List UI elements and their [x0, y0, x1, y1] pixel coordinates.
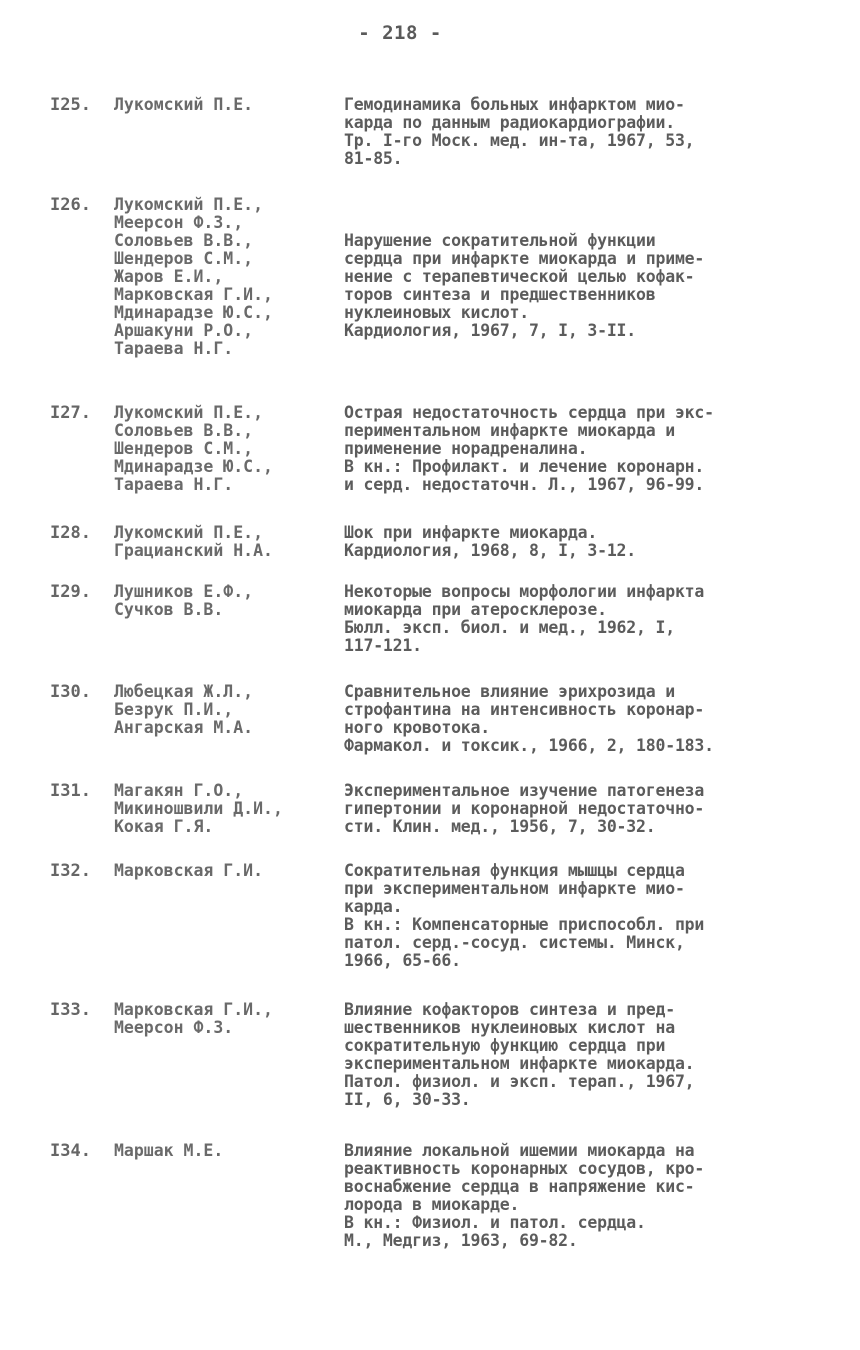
citation-line: Патол. физиол. и эксп. терап., 1967, [344, 1072, 695, 1091]
author-name: Соловьев В.В., [114, 421, 254, 440]
entry-citation [344, 782, 814, 836]
author-name: Лукомский П.Е., [114, 523, 264, 542]
entry-authors [114, 1001, 334, 1037]
entry-citation [344, 683, 814, 755]
citation-line: ного кровотока. [344, 718, 491, 737]
author-name: Лушников Е.Ф., [114, 582, 254, 601]
citation-line: Бюлл. эксп. биол. и мед., 1962, I, [344, 618, 675, 637]
author-name: Магакян Г.О., [114, 781, 244, 800]
citation-line: Кардиология, 1968, 8, I, 3-12. [344, 541, 637, 560]
entry-number: I34. [50, 1141, 91, 1161]
author-name: Шендеров С.М., [114, 439, 254, 458]
author-name: Марковская Г.И. [114, 861, 264, 880]
author-name: Лукомский П.Е., [114, 403, 264, 422]
citation-line: В кн.: Профилакт. и лечение коронарн. [344, 457, 705, 476]
entry-citation [344, 524, 814, 560]
citation-line: карда. [344, 897, 403, 916]
entry-authors [114, 524, 334, 560]
citation-line: Тр. I-го Моск. мед. ин-та, 1967, 53, [344, 131, 695, 150]
author-name: Марковская Г.И., [114, 1000, 273, 1019]
citation-line: лорода в миокарде. [344, 1195, 520, 1214]
entry-citation [344, 232, 814, 340]
author-name: Тараева Н.Г. [114, 339, 234, 358]
citation-line: воснабжение сердца в напряжение кис- [344, 1177, 695, 1196]
citation-line: экспериментальном инфаркте миокарда. [344, 1054, 695, 1073]
citation-line: миокарда при атеросклерозе. [344, 600, 607, 619]
author-name: Микиношвили Д.И., [114, 799, 283, 818]
entry-citation [344, 96, 814, 168]
citation-line: Влияние кофакторов синтеза и пред- [344, 1000, 675, 1019]
entry-citation [344, 1001, 814, 1109]
citation-line: нение с терапевтической целью кофак- [344, 267, 695, 286]
citation-line: М., Медгиз, 1963, 69-82. [344, 1231, 578, 1250]
entry-authors [114, 196, 334, 358]
citation-line: Фармакол. и токсик., 1966, 2, 180-183. [344, 736, 714, 755]
citation-line: 1966, 65-66. [344, 951, 461, 970]
author-name: Любецкая Ж.Л., [114, 682, 254, 701]
author-name: Меерсон Ф.З., [114, 213, 244, 232]
citation-line: 81-85. [344, 149, 403, 168]
entry-number: I30. [50, 682, 91, 702]
citation-line: Некоторые вопросы морфологии инфаркта [344, 582, 705, 601]
author-name: Сучков В.В. [114, 600, 224, 619]
citation-line: Влияние локальной ишемии миокарда на [344, 1141, 695, 1160]
citation-line: Гемодинамика больных инфарктом мио- [344, 95, 685, 114]
entry-authors [114, 1142, 334, 1160]
author-name: Безрук П.И., [114, 700, 234, 719]
author-name: Меерсон Ф.З. [114, 1018, 234, 1037]
author-name: Соловьев В.В., [114, 231, 254, 250]
entry-authors [114, 583, 334, 619]
entry-citation [344, 862, 814, 970]
citation-line: шественников нуклеиновых кислот на [344, 1018, 675, 1037]
entry-citation [344, 1142, 814, 1250]
entry-citation [344, 583, 814, 655]
author-name: Аршакуни Р.О., [114, 321, 254, 340]
entry-authors [114, 862, 334, 880]
citation-line: Шок при инфаркте миокарда. [344, 523, 598, 542]
citation-line: при экспериментальном инфаркте мио- [344, 879, 685, 898]
citation-line: Острая недостаточность сердца при экс- [344, 403, 714, 422]
entry-number: I26. [50, 195, 91, 215]
citation-line: и серд. недостаточн. Л., 1967, 96-99. [344, 475, 705, 494]
citation-line: сократительную функцию сердца при [344, 1036, 666, 1055]
author-name: Лукомский П.Е., [114, 195, 264, 214]
citation-line: 117-121. [344, 636, 422, 655]
entry-authors [114, 683, 334, 737]
entry-number: I25. [50, 95, 91, 115]
citation-line: Экспериментальное изучение патогенеза [344, 781, 705, 800]
citation-line: строфантина на интенсивность коронар- [344, 700, 705, 719]
author-name: Жаров Е.И., [114, 267, 224, 286]
entry-number: I29. [50, 582, 91, 602]
citation-line: патол. серд.-сосуд. системы. Минск, [344, 933, 685, 952]
author-name: Маршак М.Е. [114, 1141, 224, 1160]
citation-line: II, 6, 30-33. [344, 1090, 471, 1109]
author-name: Шендеров С.М., [114, 249, 254, 268]
entry-number: I32. [50, 861, 91, 881]
citation-line: сердца при инфаркте миокарда и приме- [344, 249, 705, 268]
entry-number: I31. [50, 781, 91, 801]
author-name: Мдинарадзе Ю.С., [114, 303, 273, 322]
citation-line: периментальном инфаркте миокарда и [344, 421, 675, 440]
entry-authors [114, 782, 334, 836]
citation-line: реактивность коронарных сосудов, кро- [344, 1159, 705, 1178]
entry-number: I28. [50, 523, 91, 543]
citation-line: Сравнительное влияние эрихрозида и [344, 682, 675, 701]
citation-line: Нарушение сократительной функции [344, 231, 656, 250]
entry-authors [114, 96, 334, 114]
entry-citation [344, 404, 814, 494]
citation-line: нуклеиновых кислот. [344, 303, 529, 322]
entry-authors [114, 404, 334, 494]
page-number: - 218 - [358, 22, 442, 44]
author-name: Грацианский Н.А. [114, 541, 273, 560]
author-name: Марковская Г.И., [114, 285, 273, 304]
author-name: Ангарская М.А. [114, 718, 254, 737]
entry-number: I33. [50, 1000, 91, 1020]
citation-line: В кн.: Физиол. и патол. сердца. [344, 1213, 646, 1232]
author-name: Кокая Г.Я. [114, 817, 214, 836]
citation-line: сти. Клин. мед., 1956, 7, 30-32. [344, 817, 656, 836]
citation-line: применение норадреналина. [344, 439, 588, 458]
citation-line: Сократительная функция мышцы сердца [344, 861, 685, 880]
author-name: Лукомский П.Е. [114, 95, 254, 114]
author-name: Мдинарадзе Ю.С., [114, 457, 273, 476]
citation-line: карда по данным радиокардиографии. [344, 113, 675, 132]
citation-line: торов синтеза и предшественников [344, 285, 656, 304]
citation-line: Кардиология, 1967, 7, I, 3-II. [344, 321, 637, 340]
citation-line: гипертонии и коронарной недостаточно- [344, 799, 705, 818]
entry-number: I27. [50, 403, 91, 423]
author-name: Тараева Н.Г. [114, 475, 234, 494]
citation-line: В кн.: Компенсаторные приспособл. при [344, 915, 705, 934]
